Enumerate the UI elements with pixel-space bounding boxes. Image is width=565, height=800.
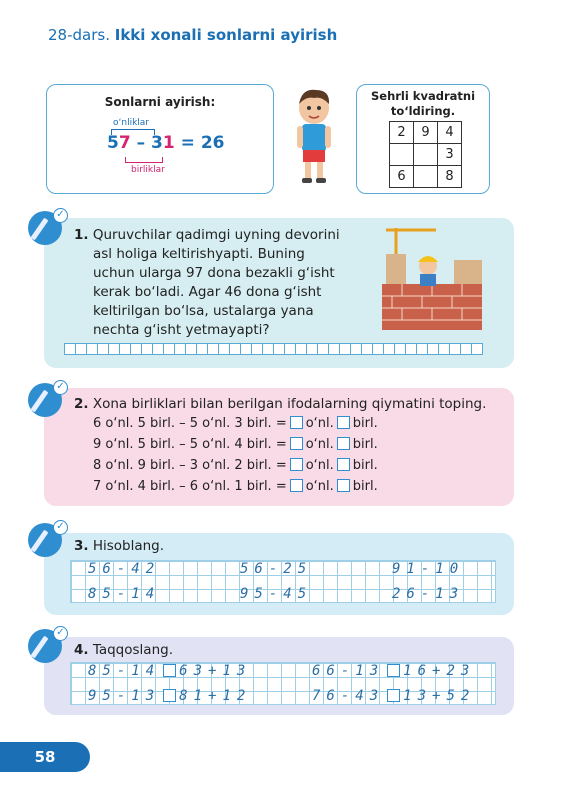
example-equation [107,133,224,153]
a-units: 7 [118,133,131,153]
example-box [46,84,274,194]
answer-box[interactable] [290,416,303,429]
compare-box[interactable] [163,664,176,677]
task2-expr: 9 o‘nl. 5 birl. – 5 o‘nl. 4 birl. = [93,437,287,452]
task4-item [88,688,251,704]
magic-square-grid [389,121,462,188]
task3-item: 85-14 [88,586,161,602]
magic-square-box [356,84,490,194]
pencil-check-icon: ✓ [28,520,68,560]
magic-cell: 9 [414,122,438,144]
compare-box[interactable] [387,664,400,677]
tens-word: o‘nl. [305,416,334,431]
page-number: 58 [0,742,90,772]
answer-box[interactable] [290,437,303,450]
units-word: birl. [352,416,378,431]
task3-instruction [74,537,164,556]
compare-right: 81+12 [179,688,252,704]
compare-left: 76-43 [312,688,385,704]
task2-row [93,437,378,452]
answer-box[interactable] [337,458,350,471]
task2-expr: 8 o‘nl. 9 birl. – 3 o‘nl. 2 birl. = [93,458,287,473]
lesson-title: Ikki xonali sonlarni ayirish [114,26,338,44]
task4-item [312,688,475,704]
units-word: birl. [352,479,378,494]
magic-square-title [357,89,489,119]
task3-item: 56-42 [88,561,161,577]
compare-box[interactable] [387,689,400,702]
example-title: Sonlarni ayirish: [104,95,216,109]
task2-row [93,479,378,494]
compare-right: 16+23 [403,663,476,679]
task2-number: 2. [74,396,89,412]
task4-instruction [74,641,173,660]
task3-item: 26-13 [392,586,465,602]
compare-right: 13+52 [403,688,476,704]
equals-sign: = [174,133,201,153]
magic-cell: 6 [390,166,414,188]
answer-box[interactable] [337,437,350,450]
task1-text [74,226,340,340]
tens-label: o‘nliklar [113,118,149,128]
task3-item: 91-10 [392,561,465,577]
answer-box[interactable] [290,458,303,471]
builder-wall-illustration [376,224,488,334]
magic-cell[interactable] [390,144,414,166]
minus-sign: – [130,133,152,153]
pencil-check-icon: ✓ [28,380,68,420]
task1-line: kerak bo‘ladi. Agar 46 dona g‘isht [93,284,322,300]
magic-cell: 4 [438,122,462,144]
units-label: birliklar [131,165,165,175]
answer-box[interactable] [290,479,303,492]
task3-number: 3. [74,538,89,554]
b-tens: 3 [151,133,163,153]
task1-line: Quruvchilar qadimgi uyning devorini [92,227,340,243]
task2-row [93,458,378,473]
task2-instruction [74,395,486,414]
lesson-number: 28-dars. [48,26,110,44]
units-word: birl. [352,458,378,473]
task4-item [312,663,475,679]
result: 26 [200,133,225,153]
task1-line: uchun ularga 97 dona bezakli g‘isht [93,265,335,281]
magic-square-title-line1: Sehrli kvadratni [370,89,476,103]
magic-cell[interactable] [414,166,438,188]
compare-left: 66-13 [312,663,385,679]
pencil-check-icon: ✓ [28,626,68,666]
task1-answer-cells[interactable] [64,343,482,355]
magic-cell[interactable] [414,144,438,166]
task4-number: 4. [74,642,89,658]
compare-left: 85-14 [88,663,161,679]
units-word: birl. [352,437,378,452]
task1-line: keltirilgan bo‘lsa, ustalarga yana [93,303,314,319]
task3-item: 56-25 [240,561,313,577]
tens-word: o‘nl. [305,479,334,494]
compare-box[interactable] [163,689,176,702]
boy-illustration [292,86,336,186]
compare-left: 95-13 [88,688,161,704]
magic-cell: 8 [438,166,462,188]
a-tens: 5 [107,133,119,153]
task3-instruction-text: Hisoblang. [92,538,165,554]
tens-word: o‘nl. [305,437,334,452]
lesson-header [48,26,337,44]
task2-expr: 6 o‘nl. 5 birl. – 5 o‘nl. 3 birl. = [93,416,287,431]
task1-line: asl holiga keltirishyapti. Buning [93,246,305,262]
answer-box[interactable] [337,479,350,492]
task1-number: 1. [74,227,89,243]
tens-word: o‘nl. [305,458,334,473]
magic-square-title-line2: to‘ldiring. [390,104,456,118]
task3-item: 95-45 [240,586,313,602]
pencil-check-icon: ✓ [28,208,68,248]
task1-line: nechta g‘isht yetmayapti? [93,322,270,338]
task4-item [88,663,251,679]
magic-cell: 2 [390,122,414,144]
b-units: 1 [162,133,175,153]
compare-right: 63+13 [179,663,252,679]
answer-box[interactable] [337,416,350,429]
magic-cell: 3 [438,144,462,166]
task2-row [93,416,378,431]
task2-expr: 7 o‘nl. 4 birl. – 6 o‘nl. 1 birl. = [93,479,287,494]
task4-instruction-text: Taqqoslang. [92,642,173,658]
task2-instruction-text: Xona birliklari bilan berilgan ifodalarning qiymatini toping. [92,396,487,412]
units-bracket [125,157,163,163]
